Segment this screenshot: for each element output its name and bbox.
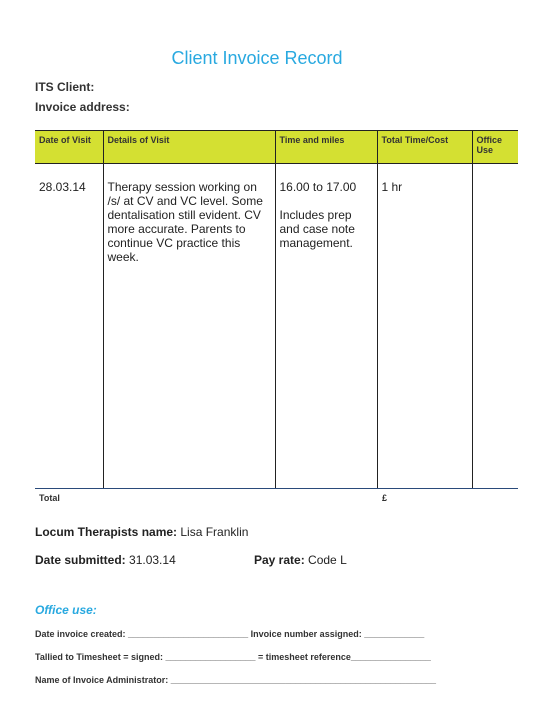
its-client-label: ITS Client: — [35, 80, 95, 94]
visit-date: 28.03.14 — [39, 180, 86, 194]
cell-total — [377, 164, 472, 489]
table-row — [35, 164, 518, 489]
pay-rate-label: Pay rate: — [254, 553, 305, 567]
pay-rate-field — [254, 553, 347, 567]
total-currency-symbol: £ — [382, 493, 388, 503]
therapist-value: Lisa Franklin — [180, 525, 249, 539]
therapist-field — [35, 525, 248, 539]
cell-date — [35, 164, 103, 489]
pay-rate-value: Code L — [308, 553, 347, 567]
visit-time: 16.00 to 17.00 — [279, 180, 357, 194]
cell-details — [103, 164, 275, 489]
invoice-address-label: Invoice address: — [35, 100, 130, 114]
table-header-row — [35, 131, 518, 164]
visit-total: 1 hr — [381, 180, 403, 194]
therapist-label: Locum Therapists name: — [35, 525, 178, 539]
visit-details: Therapy session working on /s/ at CV and VC level. Some dentalisation still evident. CV more accurate. Parents to continue VC practice this week. — [107, 180, 263, 264]
invoice-created-line: Date invoice created: ________________________ Invoice number assigned: ____________ — [35, 629, 425, 639]
header-total-time-cost: Total Time/Cost — [377, 131, 472, 164]
cell-time — [275, 164, 377, 489]
date-submitted-value: 31.03.14 — [129, 553, 176, 567]
invoice-administrator-line: Name of Invoice Administrator: _____________________________________________________ — [35, 675, 436, 685]
tallied-timesheet-line: Tallied to Timesheet = signed: __________________ = timesheet reference________________ — [35, 652, 431, 662]
date-submitted-label: Date submitted: — [35, 553, 126, 567]
office-use-heading: Office use: — [35, 603, 97, 617]
header-date-of-visit: Date of Visit — [35, 131, 103, 164]
page-title: Client Invoice Record — [171, 48, 343, 68]
total-label: Total — [39, 493, 60, 503]
date-submitted-field — [35, 553, 176, 567]
visit-time-note: Includes prep and case note management. — [279, 208, 355, 250]
header-office-use: Office Use — [472, 131, 518, 164]
header-time-and-miles: Time and miles — [275, 131, 377, 164]
cell-office — [472, 164, 518, 489]
header-details-of-visit: Details of Visit — [103, 131, 275, 164]
invoice-table — [35, 130, 518, 489]
